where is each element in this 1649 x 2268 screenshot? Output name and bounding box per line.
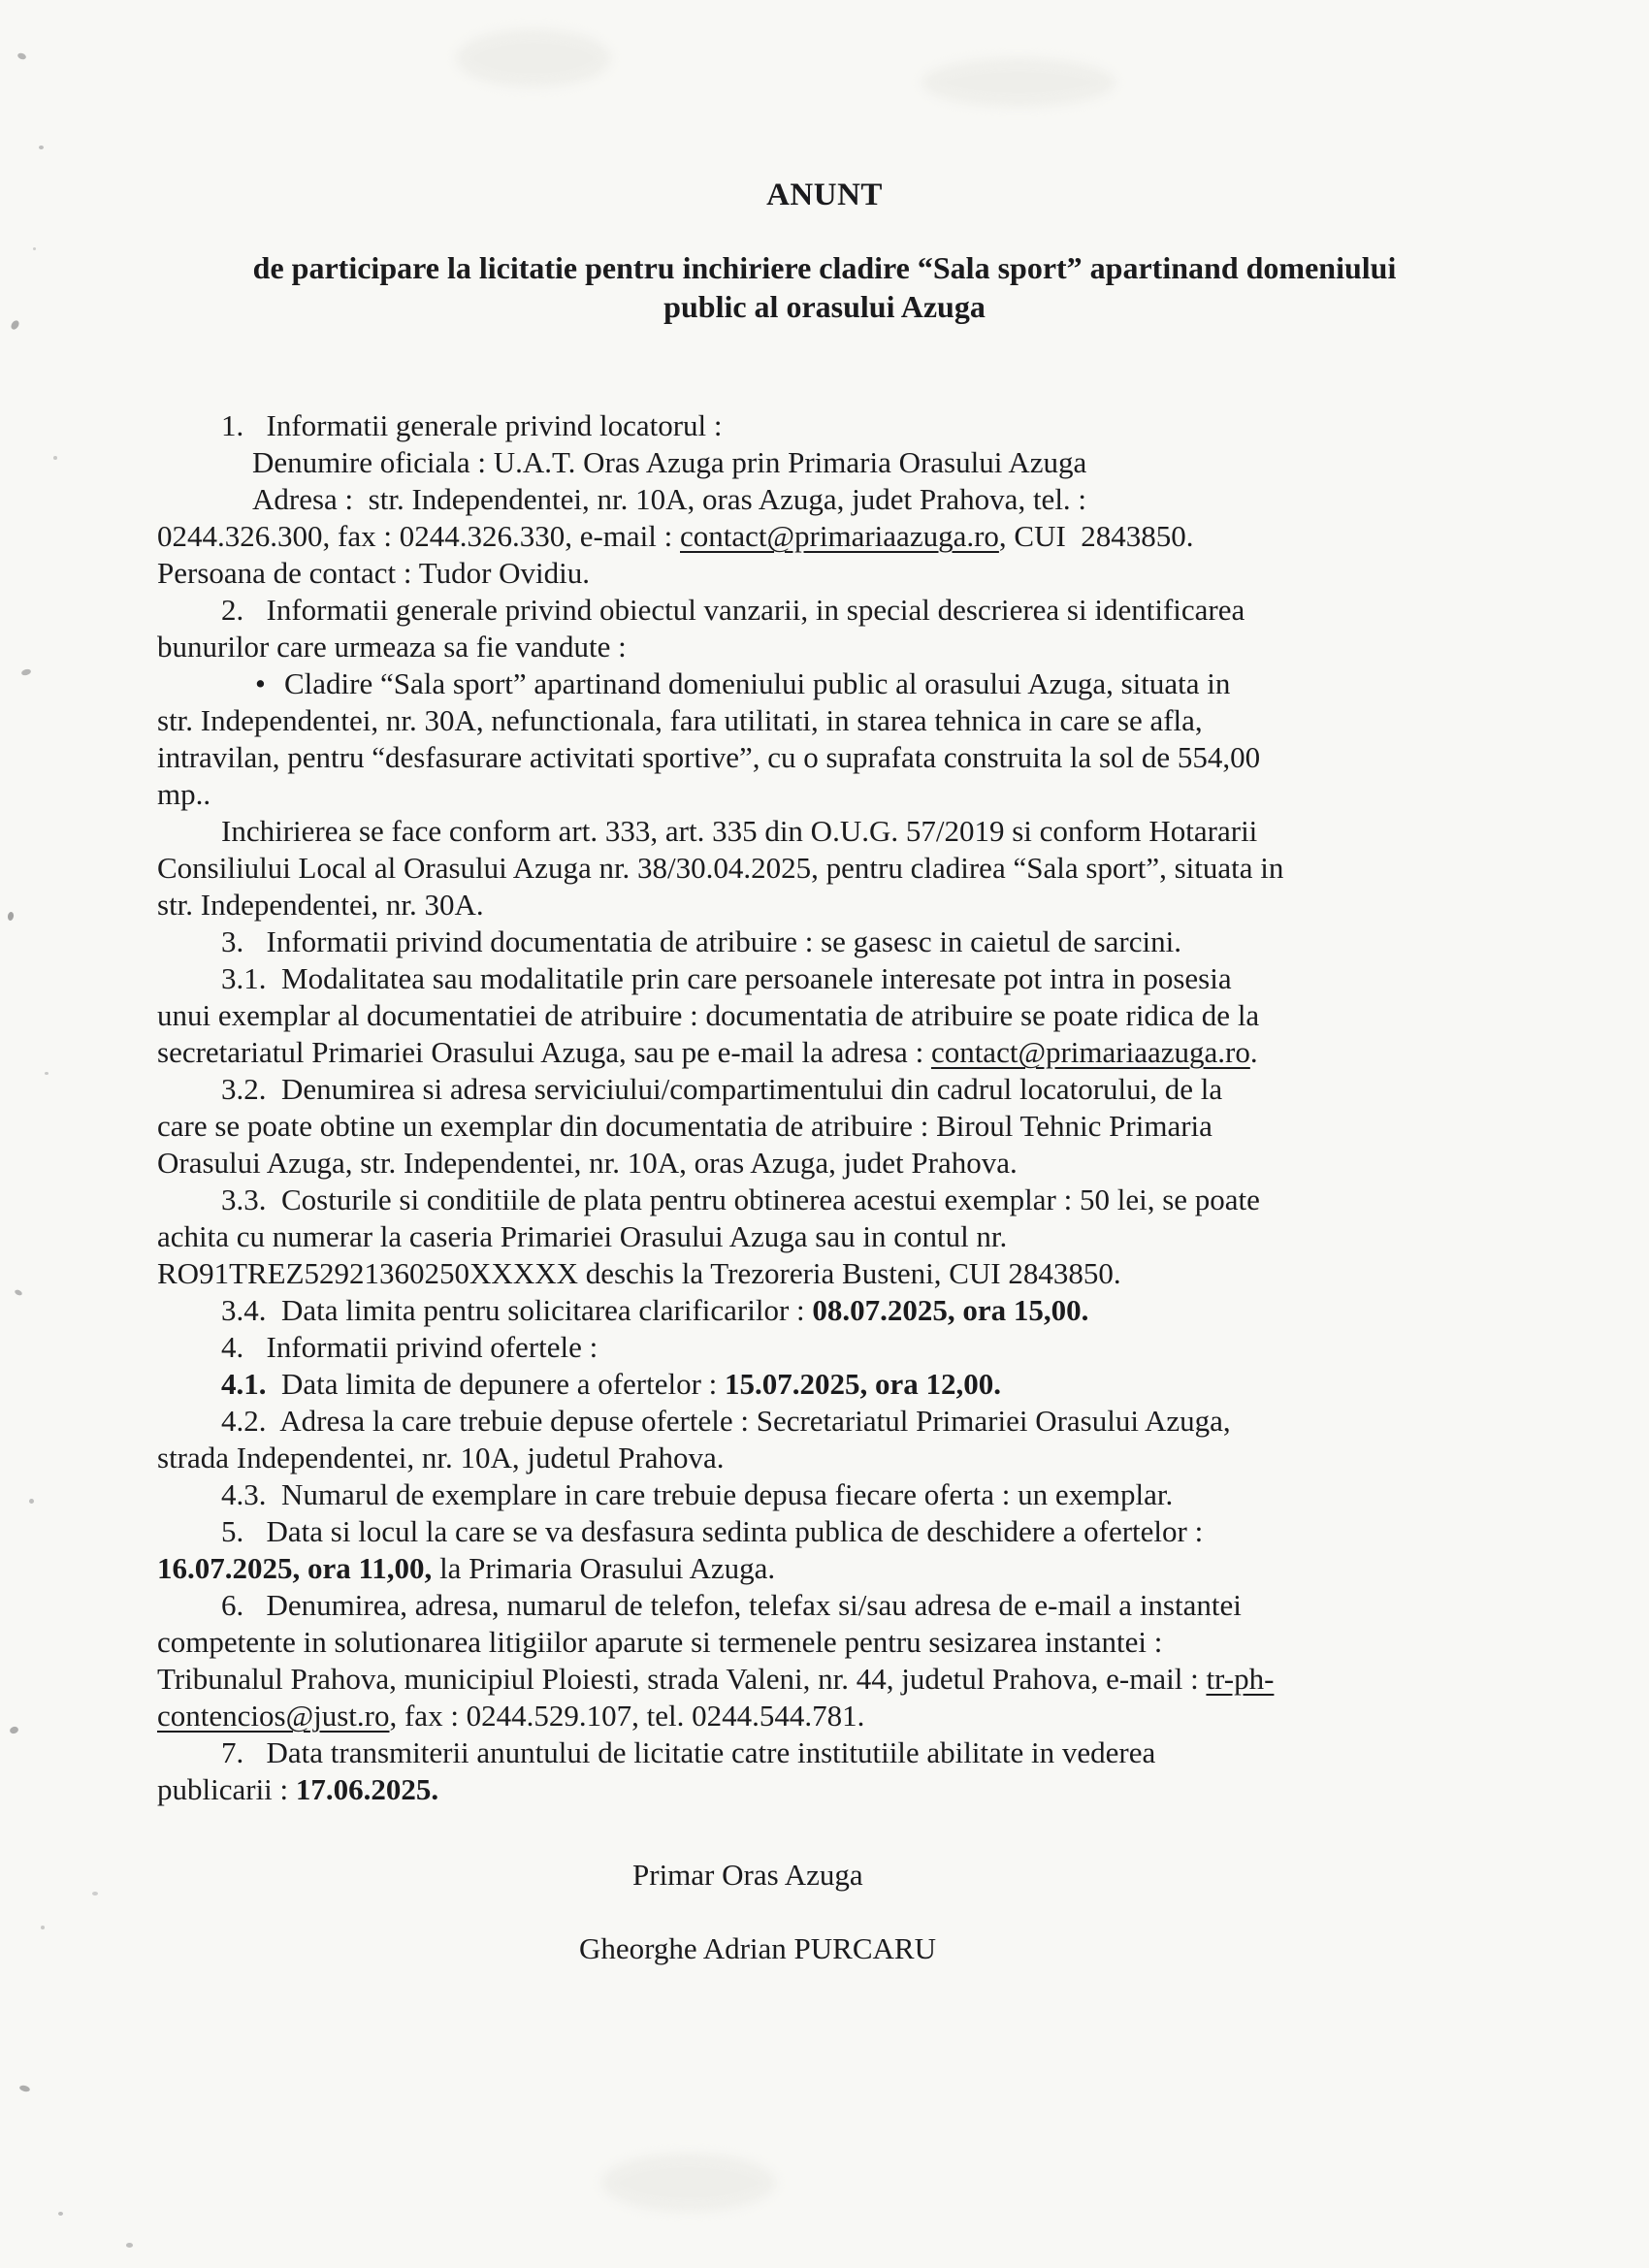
scan-speckle (58, 2212, 63, 2216)
text-segment: contact@primariaazuga.ro (680, 519, 999, 553)
document-line (157, 1218, 1515, 1255)
scan-smudge (601, 2154, 776, 2212)
document-line (157, 1698, 1515, 1734)
text-segment: Orasului Azuga, str. Independentei, nr. 10A, oras Azuga, judet Prahova. (157, 1146, 1018, 1180)
document-line (157, 1661, 1515, 1698)
scan-smudge (922, 58, 1116, 107)
text-segment: contact@primariaazuga.ro (930, 1035, 1250, 1069)
document-line (157, 1513, 1515, 1550)
document-line (157, 518, 1515, 555)
text-segment: intravilan, pentru “desfasurare activitati sportive”, cu o suprafata construita la sol de 554,00 (157, 740, 1261, 774)
document-line (157, 1440, 1515, 1476)
document-line (157, 1587, 1515, 1624)
text-segment: contencios@just.ro (157, 1699, 390, 1733)
scan-speckle (92, 1892, 98, 1895)
text-segment: Persoana de contact : Tudor Ovidiu. (157, 556, 591, 590)
text-segment: str. Independentei, nr. 30A. (157, 888, 484, 922)
document-title: ANUNT (766, 178, 883, 212)
text-segment: , CUI 2843850. (998, 519, 1194, 553)
text-segment: 16.07.2025, ora 11,00, (157, 1551, 433, 1585)
scan-speckle (14, 1289, 22, 1297)
text-segment: 17.06.2025. (295, 1772, 439, 1806)
scan-speckle (16, 52, 27, 61)
text-segment: strada Independentei, nr. 10A, judetul Prahova. (157, 1441, 725, 1474)
document-line (157, 1366, 1515, 1403)
document-line (157, 1071, 1515, 1108)
text-segment: 3.2. Denumirea si adresa serviciului/compartimentului din cadrul locatorului, de la (221, 1072, 1223, 1106)
text-segment: 7. Data transmiterii anuntului de licitatie catre institutiile abilitate in vederea (221, 1735, 1156, 1769)
text-segment: mp.. (157, 777, 211, 811)
text-segment: bunurilor care urmeaza sa fie vandute : (157, 630, 627, 664)
text-segment: la Primaria Orasului Azuga. (432, 1551, 776, 1585)
document-line (157, 1292, 1515, 1329)
text-segment: achita cu numerar la caseria Primariei Orasului Azuga sau in contul nr. (157, 1219, 1008, 1253)
document-line (157, 665, 1515, 702)
document-line (157, 739, 1515, 776)
text-segment: Data limita de depunere a ofertelor : (266, 1367, 726, 1401)
document-line (157, 813, 1515, 850)
document-subtitle-line1: de participare la licitatie pentru inchiriere cladire “Sala sport” apartinand domeniului (252, 250, 1397, 285)
document-subtitle-line2: public al orasului Azuga (663, 289, 986, 324)
scan-speckle (29, 1499, 34, 1504)
text-segment: secretariatul Primariei Orasului Azuga, sau pe e-mail la adresa : (157, 1035, 931, 1069)
text-segment: 2. Informatii generale privind obiectul vanzarii, in special descrierea si identificarea (221, 593, 1245, 627)
text-segment: 08.07.2025, ora 15,00. (812, 1293, 1089, 1327)
text-segment: 5. Data si locul la care se va desfasura sedinta publica de deschidere a ofertelor : (221, 1514, 1204, 1548)
scan-speckle (39, 146, 44, 149)
document-line (157, 997, 1515, 1034)
text-segment: Denumire oficiala : U.A.T. Oras Azuga prin Primaria Orasului Azuga (252, 445, 1087, 479)
scan-speckle (41, 1926, 45, 1929)
text-segment: tr-ph- (1206, 1662, 1275, 1696)
document-line (157, 1182, 1515, 1218)
text-segment: RO91TREZ52921360250XXXXX deschis la Trezoreria Busteni, CUI 2843850. (157, 1256, 1121, 1290)
text-segment: unui exemplar al documentatiei de atribuire : documentatia de atribuire se poate ridica de la (157, 998, 1260, 1032)
text-segment: 3.3. Costurile si conditiile de plata pentru obtinerea acestui exemplar : 50 lei, se poate (221, 1183, 1260, 1216)
text-segment: 4.1. (221, 1367, 267, 1401)
text-segment: care se poate obtine un exemplar din documentatia de atribuire : Biroul Tehnic Primaria (157, 1109, 1212, 1143)
document-line (157, 592, 1515, 629)
scan-speckle (18, 2085, 30, 2093)
scan-speckle (45, 1072, 48, 1075)
text-segment: 3.4. Data limita pentru solicitarea clarificarilor : (221, 1293, 813, 1327)
document-line (157, 850, 1515, 887)
document-line (157, 555, 1515, 592)
document-line (157, 1734, 1515, 1771)
document-line (157, 1145, 1515, 1182)
scan-speckle (20, 668, 31, 676)
document-line (157, 1771, 1515, 1808)
text-segment: Cladire “Sala sport” apartinand domeniului public al orasului Azuga, situata in (284, 666, 1231, 700)
document-line (157, 1403, 1515, 1440)
scan-smudge (456, 29, 611, 87)
signature-role: Primar Oras Azuga (632, 1858, 863, 1892)
text-segment: Tribunalul Prahova, municipiul Ploiesti, strada Valeni, nr. 44, judetul Prahova, e-mail : (157, 1662, 1207, 1696)
scan-speckle (9, 1726, 19, 1735)
text-segment: str. Independentei, nr. 30A, nefunctionala, fara utilitati, in starea tehnica in care se afla, (157, 703, 1203, 737)
document-line (157, 923, 1515, 960)
document-line (157, 481, 1515, 518)
document-line (157, 1108, 1515, 1145)
scan-speckle (126, 2243, 133, 2248)
text-segment: 4.3. Numarul de exemplare in care trebuie depusa fiecare oferta : un exemplar. (221, 1477, 1174, 1511)
text-segment: 4. Informatii privind ofertele : (221, 1330, 598, 1364)
document-line (157, 1329, 1515, 1366)
document-line (157, 1550, 1515, 1587)
text-segment: . (1249, 1035, 1258, 1069)
text-segment: 15.07.2025, ora 12,00. (725, 1367, 1002, 1401)
text-segment: competente in solutionarea litigiilor aparute si termenele pentru sesizarea instantei : (157, 1625, 1163, 1659)
text-segment: , fax : 0244.529.107, tel. 0244.544.781. (389, 1699, 865, 1733)
document-line (157, 776, 1515, 813)
document-line (157, 960, 1515, 997)
scan-speckle (53, 456, 57, 460)
text-segment: 0244.326.300, fax : 0244.326.330, e-mail : (157, 519, 680, 553)
text-segment: publicarii : (157, 1772, 296, 1806)
text-segment: 3.1. Modalitatea sau modalitatile prin care persoanele interesate pot intra in posesia (221, 961, 1232, 995)
text-segment: Adresa : str. Independentei, nr. 10A, oras Azuga, judet Prahova, tel. : (252, 482, 1087, 516)
document-line (157, 887, 1515, 923)
document-line (157, 444, 1515, 481)
text-segment: Inchirierea se face conform art. 333, art. 335 din O.U.G. 57/2019 si conform Hotararii (221, 814, 1258, 848)
scan-speckle (7, 912, 14, 922)
text-segment: Consiliului Local al Orasului Azuga nr. 38/30.04.2025, pentru cladirea “Sala sport”, situata in (157, 851, 1284, 885)
document-line (157, 407, 1515, 444)
text-segment: 4.2. Adresa la care trebuie depuse ofertele : Secretariatul Primariei Orasului Azuga, (221, 1404, 1231, 1438)
document-line (157, 1624, 1515, 1661)
document-line (157, 629, 1515, 665)
bullet-icon: • (255, 666, 266, 700)
signature-name: Gheorghe Adrian PURCARU (579, 1931, 936, 1965)
text-segment: 1. Informatii generale privind locatorul : (221, 408, 723, 442)
document-body (157, 407, 1515, 1808)
text-segment: 6. Denumirea, adresa, numarul de telefon, telefax si/sau adresa de e-mail a instantei (221, 1588, 1242, 1622)
document-line (157, 1034, 1515, 1071)
document-line (157, 1476, 1515, 1513)
document-line (157, 1255, 1515, 1292)
text-segment: 3. Informatii privind documentatia de atribuire : se gasesc in caietul de sarcini. (221, 924, 1181, 958)
document-line (157, 702, 1515, 739)
